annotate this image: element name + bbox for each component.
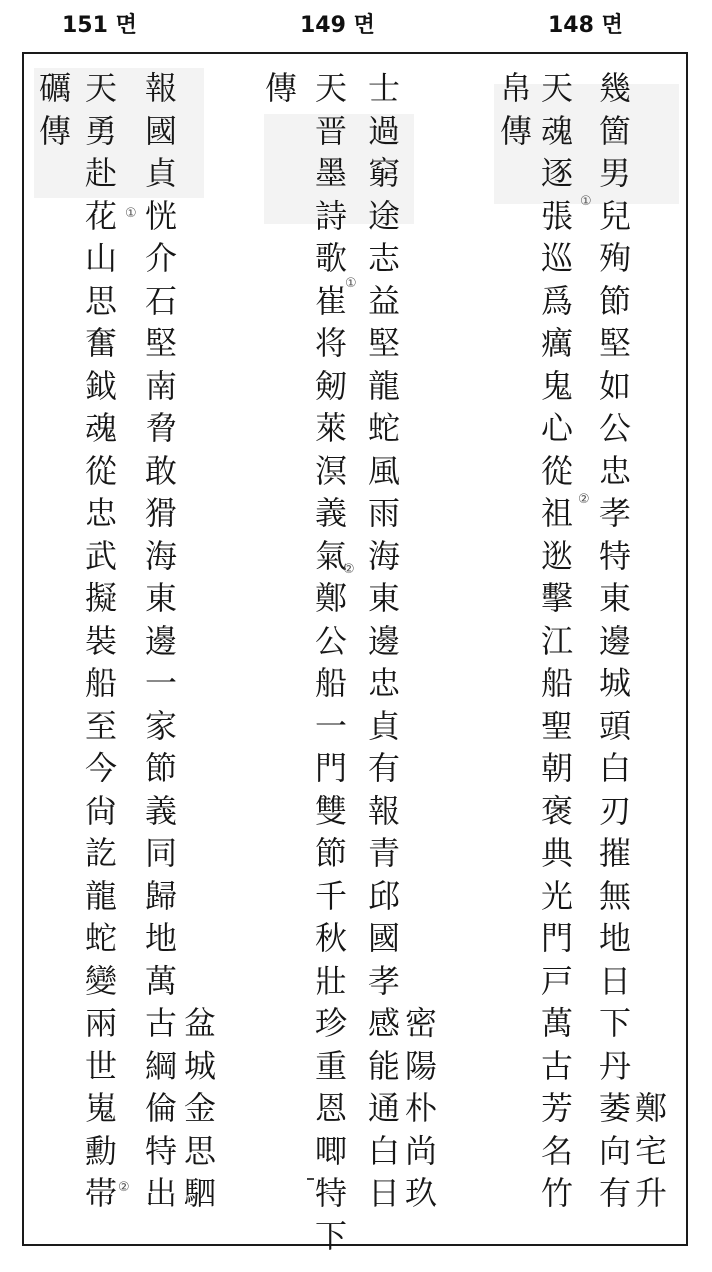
column-char: 公 (314, 621, 347, 660)
column-char: 武 (84, 536, 117, 575)
column-char: 丹 (598, 1046, 631, 1085)
column-char: 江 (540, 621, 573, 660)
column-char: 節 (314, 834, 347, 872)
column-char: 貞 (144, 154, 177, 192)
column-char: 恩 (314, 1089, 347, 1127)
column-char: 心 (540, 409, 573, 447)
column-char: 朴 (404, 1089, 437, 1127)
text-column (77, 54, 125, 1244)
column-char: 南 (144, 366, 177, 405)
column-char: 歸 (144, 876, 177, 915)
column-char: 出 (144, 1174, 177, 1212)
column-char: 風 (367, 451, 400, 490)
column-char: 天 (540, 69, 573, 107)
column-char: 門 (314, 749, 347, 787)
column-char: 報 (144, 69, 177, 107)
column-char: 竹 (540, 1174, 573, 1212)
column-char: 光 (540, 876, 573, 915)
column-char: 蛇 (367, 409, 400, 447)
column-char: 芳 (540, 1089, 573, 1127)
column-char: 重 (314, 1046, 347, 1085)
column-char: 國 (367, 919, 400, 957)
column-char: 過 (367, 111, 400, 150)
column-char: 裝 (84, 621, 117, 660)
column-char: 士 (367, 69, 400, 107)
column-char: 國 (144, 111, 177, 150)
column-char: 志 (367, 239, 400, 277)
column-char: 萬 (540, 1004, 573, 1042)
column-char: 如 (598, 366, 631, 405)
column-char: 貞 (367, 706, 400, 745)
column-char: 邊 (367, 621, 400, 660)
column-char: 有 (367, 749, 400, 787)
footnote-mark: ② (118, 1180, 130, 1195)
column-char: 魂 (84, 409, 117, 447)
column-char: 益 (367, 281, 400, 320)
column-char: 石 (144, 281, 177, 320)
column-char: 堅 (144, 324, 177, 362)
footnote-mark: ② (578, 492, 590, 507)
column-char: 脅 (144, 409, 177, 447)
column-char: 船 (540, 664, 573, 702)
column-char: 宅 (634, 1131, 667, 1170)
column-char: 晋 (314, 111, 347, 150)
column-char: 天 (314, 69, 347, 107)
column-char: 古 (540, 1046, 573, 1085)
column-char: 報 (367, 791, 400, 830)
column-char: 唧 (314, 1131, 347, 1170)
column-char: 擬 (84, 579, 117, 617)
column-char: 猾 (144, 494, 177, 532)
column-char: 兩 (84, 1004, 117, 1042)
column-char: 鄭 (634, 1089, 667, 1127)
column-char: 一 (314, 706, 347, 745)
column-char: 能 (367, 1046, 400, 1085)
column-char: 節 (144, 749, 177, 787)
column-char: 介 (144, 239, 177, 277)
column-char: 剱 (314, 366, 347, 405)
column-char: 下 (314, 1216, 347, 1255)
column-char: 盆 (183, 1004, 216, 1042)
column-char: 勇 (84, 111, 117, 150)
column-char: 邊 (598, 621, 631, 660)
column-char: 氣 (314, 536, 347, 575)
dash-mark (307, 1178, 314, 1180)
column-char: 特 (598, 536, 631, 575)
column-char: 邊 (144, 621, 177, 660)
text-column (257, 54, 305, 1244)
column-char: 尙 (84, 791, 117, 830)
column-char: 崔 (314, 281, 347, 320)
column-char: 逖 (540, 536, 573, 575)
column-char: 傳 (264, 69, 297, 107)
column-char: 思 (183, 1131, 216, 1170)
column-char: 爲 (540, 281, 573, 320)
column-char: 癘 (540, 324, 573, 362)
column-char: 花 (84, 196, 117, 235)
column-char: 同 (144, 834, 177, 872)
column-char: 幾 (598, 69, 631, 107)
column-char: 傳 (38, 111, 71, 150)
column-char: 變 (84, 961, 117, 1000)
page-header-148: 148 면 (548, 13, 623, 38)
column-char: 雨 (367, 494, 400, 532)
column-char: 下 (598, 1004, 631, 1042)
column-char: 日 (598, 961, 631, 1000)
column-char: 白 (367, 1131, 400, 1170)
column-char: 一 (144, 664, 177, 702)
column-char: 鬼 (540, 366, 573, 405)
column-char: 玖 (404, 1174, 437, 1212)
column-char: 男 (598, 154, 631, 192)
column-char: 詩 (314, 196, 347, 235)
column-char: 無 (598, 876, 631, 915)
column-char: 張 (540, 196, 573, 235)
column-char: 山 (84, 239, 117, 277)
column-char: 礪 (38, 69, 71, 107)
column-char: 天 (84, 69, 117, 107)
page-header-151: 151 면 (62, 13, 137, 38)
column-char: 嵬 (84, 1089, 117, 1127)
column-char: 箇 (598, 111, 631, 150)
column-char: 義 (314, 494, 347, 532)
column-char: 孝 (598, 494, 631, 532)
column-char: 從 (84, 451, 117, 490)
column-char: 摧 (598, 834, 631, 872)
column-char: 世 (84, 1046, 117, 1085)
column-char: 恍 (144, 196, 177, 235)
column-char: 歌 (314, 239, 347, 277)
column-char: 珍 (314, 1004, 347, 1042)
column-char: 思 (84, 281, 117, 320)
text-column (533, 54, 581, 1244)
column-char: 窮 (367, 154, 400, 192)
column-char: 鉞 (84, 366, 117, 405)
column-char: 祖 (540, 494, 573, 532)
column-char: 義 (144, 791, 177, 830)
text-column (627, 54, 675, 1244)
column-char: 東 (144, 579, 177, 617)
column-char: 秋 (314, 919, 347, 957)
column-char: 溟 (314, 451, 347, 490)
text-column (397, 54, 445, 1244)
column-char: 頭 (598, 706, 631, 745)
column-char: 勳 (84, 1131, 117, 1170)
column-char: 金 (183, 1089, 216, 1127)
column-char: 地 (144, 919, 177, 957)
column-char: 堅 (367, 324, 400, 362)
column-char: 密 (404, 1004, 437, 1042)
column-char: 孝 (367, 961, 400, 1000)
column-char: 日 (367, 1174, 400, 1212)
column-char: 家 (144, 706, 177, 745)
column-char: 将 (314, 324, 347, 362)
footnote-mark: ① (345, 276, 357, 291)
column-char: 奮 (84, 324, 117, 362)
column-char: 赴 (84, 154, 117, 192)
column-char: 至 (84, 706, 117, 745)
column-char: 鄭 (314, 579, 347, 617)
column-char: 訖 (84, 834, 117, 872)
column-char: 擊 (540, 579, 573, 617)
column-char: 途 (367, 196, 400, 235)
column-char: 海 (367, 536, 400, 575)
column-char: 堅 (598, 324, 631, 362)
column-char: 敢 (144, 451, 177, 490)
column-char: 龍 (367, 366, 400, 405)
column-char: 倫 (144, 1089, 177, 1127)
column-char: 駟 (183, 1174, 216, 1212)
column-char: 忠 (84, 494, 117, 532)
column-char: 刃 (598, 791, 631, 830)
column-char: 升 (634, 1174, 667, 1212)
column-char: 萬 (144, 961, 177, 1000)
column-char: 東 (598, 579, 631, 617)
column-char: 兒 (598, 196, 631, 235)
column-char: 殉 (598, 239, 631, 277)
text-column (307, 54, 355, 1255)
column-char: 節 (598, 281, 631, 320)
column-char: 綱 (144, 1046, 177, 1085)
column-char: 有 (598, 1174, 631, 1212)
column-char: 東 (367, 579, 400, 617)
footnote-mark: ① (580, 194, 592, 209)
text-column (31, 54, 79, 1244)
column-char: 城 (598, 664, 631, 702)
column-char: 傳 (499, 111, 532, 150)
column-char: 萊 (314, 409, 347, 447)
column-char: 通 (367, 1089, 400, 1127)
column-char: 名 (540, 1131, 573, 1170)
column-char: 向 (598, 1131, 631, 1170)
column-char: 戸 (540, 961, 573, 1000)
column-char: 帯 (84, 1174, 117, 1212)
column-char: 門 (540, 919, 573, 957)
column-char: 墨 (314, 154, 347, 192)
column-char: 典 (540, 834, 573, 872)
column-char: 特 (144, 1131, 177, 1170)
column-char: 帛 (499, 69, 532, 107)
column-char: 蛇 (84, 919, 117, 957)
page-header-149: 149 면 (300, 13, 375, 38)
column-char: 褒 (540, 791, 573, 830)
column-char: 逐 (540, 154, 573, 192)
column-char: 船 (314, 664, 347, 702)
column-char: 青 (367, 834, 400, 872)
text-frame (22, 52, 688, 1255)
column-char: 城 (183, 1046, 216, 1085)
column-char: 地 (598, 919, 631, 957)
column-char: 邱 (367, 876, 400, 915)
column-char: 雙 (314, 791, 347, 830)
column-char: 巡 (540, 239, 573, 277)
text-column (176, 54, 224, 1244)
column-char: 尚 (404, 1131, 437, 1170)
column-char: 忠 (367, 664, 400, 702)
column-char: 壯 (314, 961, 347, 1000)
footnote-mark: ② (343, 562, 355, 577)
column-char: 萎 (598, 1089, 631, 1127)
column-char: 忠 (598, 451, 631, 490)
column-char: 從 (540, 451, 573, 490)
column-char: 感 (367, 1004, 400, 1042)
column-char: 陽 (404, 1046, 437, 1085)
column-char: 朝 (540, 749, 573, 787)
column-char: 古 (144, 1004, 177, 1042)
footnote-mark: ① (125, 206, 137, 221)
column-char: 公 (598, 409, 631, 447)
column-char: 今 (84, 749, 117, 787)
column-char: 魂 (540, 111, 573, 150)
column-char: 白 (598, 749, 631, 787)
column-char: 聖 (540, 706, 573, 745)
column-char: 海 (144, 536, 177, 575)
column-char: 千 (314, 876, 347, 915)
column-char: 特 (314, 1174, 347, 1212)
column-char: 龍 (84, 876, 117, 915)
column-char: 船 (84, 664, 117, 702)
